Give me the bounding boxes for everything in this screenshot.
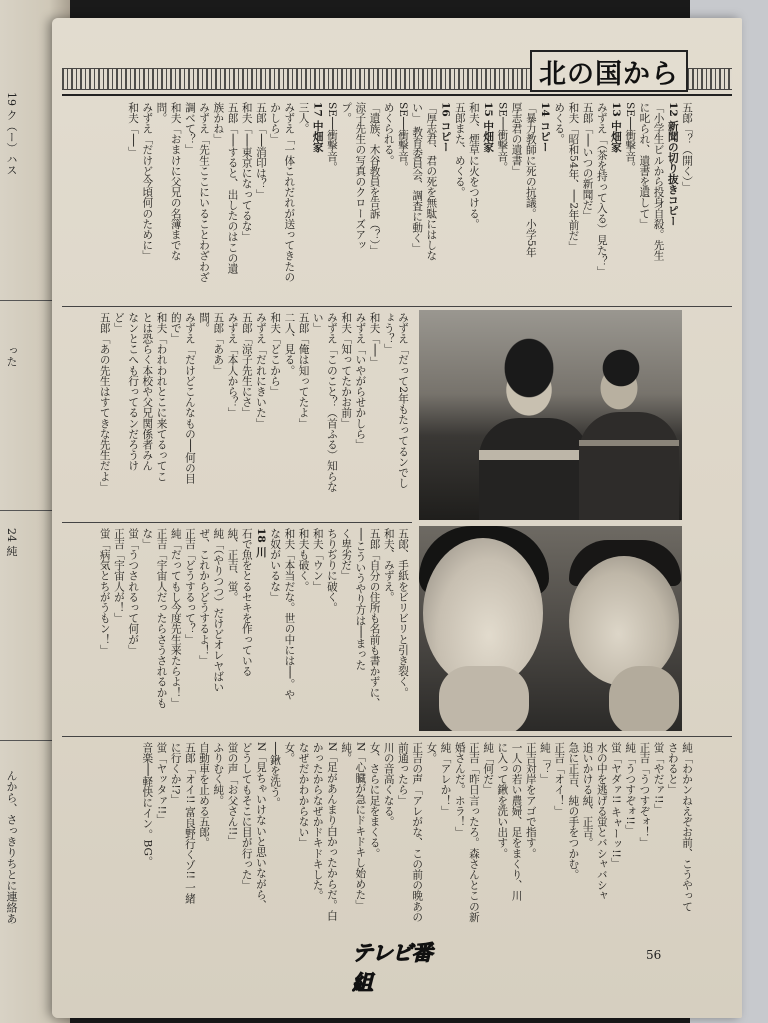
script-line: 正吉「昨日言ったろ。森さんとこの新 (467, 742, 480, 923)
script-line: 五郎「？（開く）」 (681, 102, 693, 193)
script-line: 正吉の声「アレがな、この前の晩あの (411, 742, 424, 923)
left-page-rule (0, 300, 60, 301)
script-line: に入って鍬を洗い出す。 (496, 742, 509, 859)
script-line: 一人の若い農婦、足をまくり、川 (510, 742, 523, 901)
script-line: ふりむく純。 (212, 742, 225, 806)
script-line: みずえ「だって2年もたってるンでし (397, 312, 409, 489)
script-line: 五郎また、めくる。 (453, 102, 466, 198)
script-line: N「足があんまり白かったからだ。白 (325, 742, 338, 921)
script-line: 追いかける純、正吉。 (581, 742, 594, 848)
script-line: SE──衝撃音。 (396, 102, 409, 173)
script-line: 蛍「病気とちがうもン！」 (98, 528, 111, 656)
left-page-rule (0, 740, 60, 741)
photo-figure-stripe (579, 440, 679, 446)
script-line: SE──衝撃音。 (496, 102, 509, 173)
script-line: みずえ「いやがらせかしら」 (354, 312, 367, 450)
script-line: SE──衝撃音。 (325, 102, 338, 173)
script-line: 和夫「われわれとこに来てるってこ (155, 312, 168, 482)
section-divider (62, 522, 412, 523)
script-line: 間。 (198, 312, 211, 334)
script-line: 音楽──軽快にイン。BG。 (141, 742, 154, 867)
script-line: 和夫「おまけに父兄の名簿までな (169, 102, 182, 261)
script-line: 和夫「──」 (127, 102, 140, 158)
script-line: な奴がいるな」 (269, 528, 282, 603)
script-line: 蛍の声「お父さん!!」 (226, 742, 239, 846)
script-line: なぜだかわからない」 (297, 742, 310, 848)
logo-text: テレビ番組 (352, 941, 432, 995)
script-line: 五郎「自分の住所も名前も書かずに、 (368, 528, 381, 709)
script-line: みずえ「（茶を持って入る）見た？」 (595, 102, 608, 277)
script-line: みずえ「だけどこんなもの──何の目 (183, 312, 196, 484)
script-line: みずえ「だれにきいた」 (254, 312, 267, 429)
script-line: 水の中を逃げる蛍とバシャバシャ (595, 742, 608, 901)
script-line: 女、さらに足をまくる。 (368, 742, 381, 859)
script-line: ──こういうやり方は──まった (354, 528, 367, 671)
script-line: めくられる。 (382, 102, 395, 166)
script-line: かったからなぜかドキドキした。 (311, 742, 324, 901)
script-line: 問。 (155, 102, 168, 124)
script-line: 五郎「──いつの新聞だ」 (581, 102, 594, 221)
script-line: 厚志君の遺書」 (510, 102, 523, 177)
script-line: 五郎「──すると、出したのはこの遺 (226, 102, 239, 274)
script-line: 蛍「やだァ!!」 (652, 742, 665, 815)
script-line: ぜ、これからどうするよ！」 (198, 528, 211, 666)
photo-children-closeup (419, 526, 682, 731)
script-line: 和夫「──東京になってるな」 (240, 102, 253, 242)
script-line: 川の音高くなる。 (382, 742, 395, 827)
script-line: 的で」 (169, 312, 182, 344)
script-line: 正吉「宇宙人だったらさうされるかも (155, 528, 168, 709)
script-line: 「厚志君、君の死を無駄にはしな (425, 102, 438, 261)
script-line: みずえ「だけど今頃何のために」 (141, 102, 154, 261)
script-line: 和夫、煙草に火をつける。 (467, 102, 480, 230)
script-line: ──鍬を洗う。 (269, 742, 282, 808)
script-line: N「見ちゃいけないと思いながら、 (254, 742, 267, 911)
section-divider (62, 736, 732, 737)
left-page-fragment: 19 ク（ー）ハス (5, 92, 18, 176)
script-line: さわると」 (666, 742, 679, 795)
script-line: 「遺族、木谷教員を告訴（？）」 (368, 102, 381, 256)
script-line: 五郎「涼子先生にさ」 (240, 312, 253, 418)
script-line: 和夫「昭和54年、──2年前だ」 (567, 102, 580, 252)
script-line: SE──衝撃音。 (624, 102, 637, 173)
script-line: 三人。 (297, 102, 310, 134)
script-line: ちりぢりに破く。 (325, 528, 338, 613)
script-line: 純「だってもし今度先生来たらよ！」 (169, 528, 182, 709)
script-line: 二人、見る。 (283, 312, 296, 376)
left-page-rule (0, 510, 60, 511)
photo-two-boys (419, 310, 682, 520)
script-line: 純「何だ」 (482, 742, 495, 795)
script-line: 純「うつすぞォ!!」 (624, 742, 637, 836)
script-line: プ。 (340, 102, 353, 124)
script-line: 純、正吉、蛍。 (226, 528, 239, 603)
script-line: い」 (311, 312, 324, 334)
script-line: 和夫「本当だな。世の中には──。や (283, 528, 296, 700)
magazine-logo (352, 941, 442, 995)
script-line: みずえ「先生ここにいることわざわざ (198, 102, 211, 283)
script-line: どうしてもそこに目が行った」 (240, 742, 253, 891)
script-line: 正吉「どうするって？」 (183, 528, 196, 645)
script-line: 純「？」 (538, 742, 551, 785)
photo-figure (439, 666, 529, 731)
script-line: 蛍「ヤダァ!! キャーッ!!」 (609, 742, 622, 869)
script-line: 純「（やりつつ）だけどオレヤばい (212, 528, 225, 693)
title-box (530, 50, 688, 92)
script-line: みずえ「一体これだれが送ってきたの (283, 102, 296, 283)
script-line: 純「わかンねえぞお前、こうやって (681, 742, 693, 912)
scene-heading: 17 中畑家 (311, 102, 324, 153)
script-line: 純。 (340, 742, 353, 764)
script-lower-section (100, 528, 410, 728)
magazine-page (52, 18, 742, 1018)
script-line: 調べて？」 (183, 102, 196, 155)
scene-heading: 13 中畑家 (609, 102, 622, 153)
page-title: 北の国から (539, 58, 679, 90)
script-line: 女。 (425, 742, 438, 764)
script-line: 和夫、みずえ。 (382, 528, 395, 603)
script-line: とは恐らく本校や父兄関係者みん (141, 312, 154, 471)
left-page-fragment: んから、さっきりちとに連絡あ (5, 770, 18, 924)
script-line: 前通ったら」 (396, 742, 409, 806)
photo-figure (579, 412, 679, 520)
script-line: 和夫も破く。 (297, 528, 310, 592)
script-line: 「暴力教師に死の抗議。小学5年 (524, 102, 537, 258)
script-line: 純「アレか！」 (439, 742, 452, 817)
script-line: 正吉対岸をアゴで指す。 (524, 742, 537, 859)
script-line: 正吉「オイ！」 (553, 742, 566, 817)
script-line: かしら」 (269, 102, 282, 145)
section-divider (62, 306, 732, 307)
script-line: 五郎「あの先生はすてきな先生だよ」 (98, 312, 111, 493)
script-line: みずえ「このこと？（首ふる）知らな (325, 312, 338, 493)
left-page-fragment: った (5, 345, 18, 367)
script-line: 涼子先生の写真のクローズアッ (354, 102, 367, 251)
scene-heading: 18 川 (254, 528, 267, 558)
script-top-section (74, 102, 694, 300)
script-line: 正吉「うつすぞォ！」 (638, 742, 651, 848)
script-line: 蛍「うつされるって何が」 (127, 528, 140, 656)
script-line: めくる。 (553, 102, 566, 145)
script-line: 和夫「──」 (368, 312, 381, 368)
script-line: 婚さんだ。ホラ！」 (453, 742, 466, 838)
script-line: N「心臓が急にドキドキし始めた」 (354, 742, 367, 911)
script-line: に叱られ、遺書を遺して」 (638, 102, 651, 230)
photo-figure (609, 666, 679, 731)
script-line: 正吉「宇宙人が！」 (112, 528, 125, 624)
left-page-fragment: 24 純 (5, 528, 18, 557)
script-line: 五郎「俺は知ってたよ」 (297, 312, 310, 429)
script-middle-section (98, 312, 410, 517)
script-line: 五郎「ああ」 (212, 312, 225, 376)
script-line: 族かね」 (212, 102, 225, 145)
script-line: 「小学生ビルから投身自殺。先生 (652, 102, 665, 261)
script-line: みずえ「本人から？」 (226, 312, 239, 418)
scene-heading: 14 コピー (538, 102, 551, 153)
scene-heading: 15 中畑家 (482, 102, 495, 153)
script-line: 和夫「知ってたかお前」 (340, 312, 353, 429)
script-line: い」 教育委員会、調査に動く」 (411, 102, 424, 254)
script-line: 五郎「──消印は？」 (254, 102, 267, 200)
script-line: 蛍「ヤッタァ!!」 (155, 742, 168, 825)
script-line: ど」 (112, 312, 125, 334)
script-line: 和夫「どこから」 (269, 312, 282, 397)
script-line: 急に正吉、純の手をつかむ。 (567, 742, 580, 880)
photo-figure-stripe (479, 450, 589, 460)
script-line: ょう？」 (382, 312, 395, 355)
script-line: 五郎「オイ!! 富良野行くゾ!! 一緒 (183, 742, 196, 904)
script-line: 石で魚をとるセキを作っている (240, 528, 253, 677)
header-rule (62, 94, 732, 96)
script-line: 和夫「ウン」 (311, 528, 324, 592)
script-line: な」 (141, 528, 154, 550)
script-line: なンとこへも行ってるンだろうけ (127, 312, 140, 471)
photo-figure (479, 418, 589, 520)
script-line: 女。 (283, 742, 296, 764)
script-line: く卑劣だ」 (340, 528, 353, 581)
script-line: 五郎、手紙をビリビリと引き裂く。 (397, 528, 409, 698)
script-line: に行くか!?」 (169, 742, 182, 805)
script-line: 自動車を止める五郎。 (198, 742, 211, 848)
scene-heading: 16 コピー (439, 102, 452, 153)
scene-heading: 12 新聞の切り抜きコピー (666, 102, 679, 227)
photo-figure (569, 556, 679, 686)
page-number: 56 (646, 948, 662, 962)
script-bottom-section (70, 742, 694, 934)
